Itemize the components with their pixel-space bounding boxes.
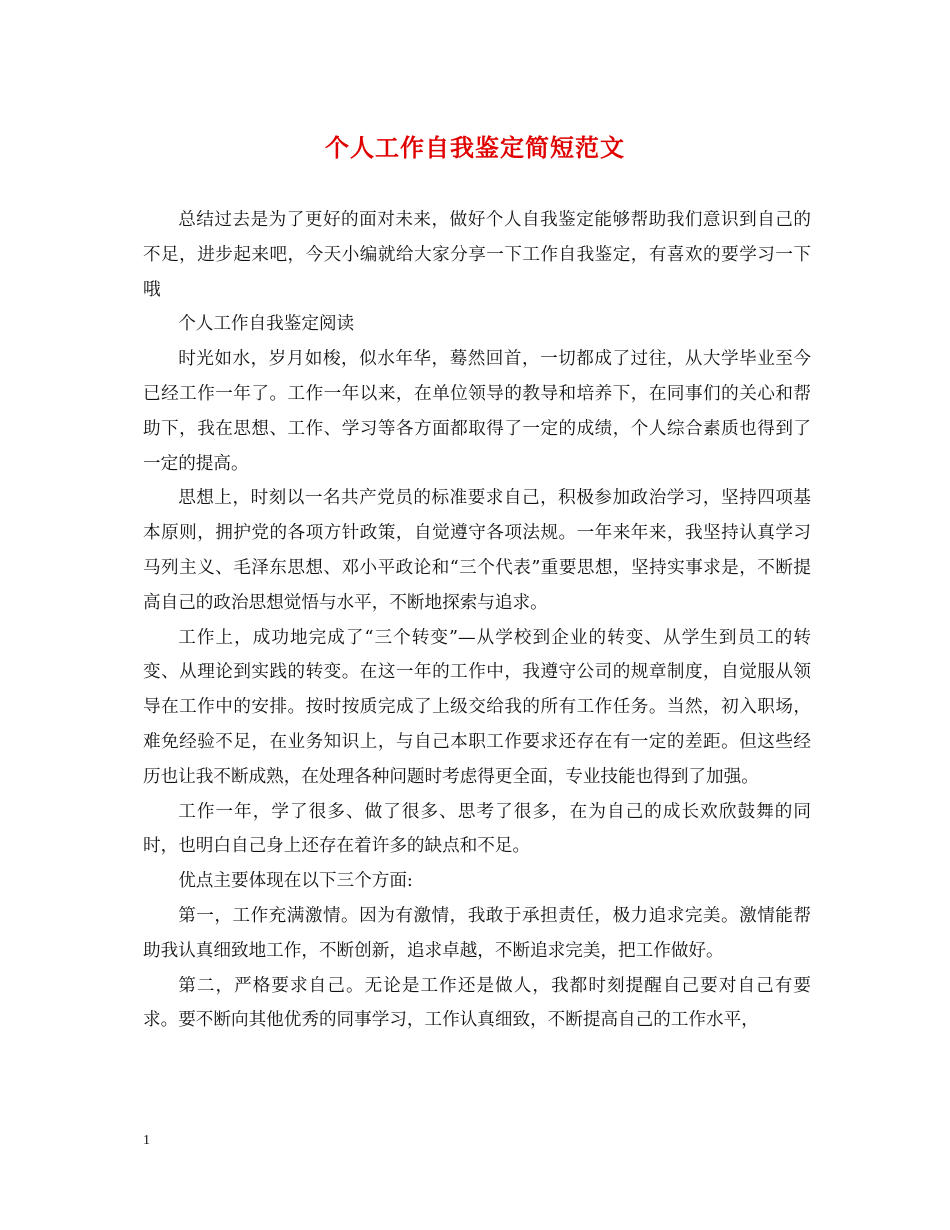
paragraph-reflection: 工作一年，学了很多、做了很多、思考了很多，在为自己的成长欢欣鼓舞的同时，也明白自己身上还存在着许多的缺点和不足。 bbox=[143, 801, 811, 857]
paragraph-second-point: 第二，严格要求自己。无论是工作还是做人，我都时刻提醒自己要对自己有要求。要不断向其他优秀的同事学习，工作认真细致，不断提高自己的工作水平， bbox=[143, 975, 811, 1031]
paragraph-work: 工作上，成功地完成了“三个转变”—从学校到企业的转变、从学生到员工的转变、从理论到实践的转变。在这一年的工作中，我遵守公司的规章制度，自觉服从领导在工作中的安排。按时按质完成了上级交给我的所有工作任务。当然，初入职场，难免经验不足，在业务知识上，与自己本职工作要求还存在有一定的差距。但这些经历也让我不断成熟，在处理各种问题时考虑得更全面，专业技能也得到了加强。 bbox=[143, 627, 811, 787]
document-body bbox=[143, 203, 811, 1038]
paragraph-first-point: 第一，工作充满激情。因为有激情，我敢于承担责任，极力追求完美。激情能帮助我认真细致地工作，不断创新，追求卓越，不断追求完美，把工作做好。 bbox=[143, 905, 811, 961]
paragraph-intro: 总结过去是为了更好的面对未来，做好个人自我鉴定能够帮助我们意识到自己的不足，进步起来吧，今天小编就给大家分享一下工作自我鉴定，有喜欢的要学习一下哦 bbox=[143, 210, 811, 300]
paragraph-strengths-heading: 优点主要体现在以下三个方面: bbox=[178, 871, 413, 892]
page-number: 1 bbox=[143, 1133, 150, 1148]
paragraph-overview: 时光如水，岁月如梭，似水年华，蓦然回首，一切都成了过往，从大学毕业至今已经工作一年了。工作一年以来，在单位领导的教导和培养下，在同事们的关心和帮助下，我在思想、工作、学习等各方面都取得了一定的成绩，个人综合素质也得到了一定的提高。 bbox=[143, 349, 811, 474]
paragraph-subheading: 个人工作自我鉴定阅读 bbox=[178, 314, 355, 335]
paragraph-thought: 思想上，时刻以一名共产党员的标准要求自己，积极参加政治学习，坚持四项基本原则，拥护党的各项方针政策，自觉遵守各项法规。一年来年来，我坚持认真学习马列主义、毛泽东思想、邓小平政论和“三个代表”重要思想，坚持实事求是，不断提高自己的政治思想觉悟与水平，不断地探索与追求。 bbox=[143, 488, 811, 613]
document-title: 个人工作自我鉴定简短范文 bbox=[325, 133, 625, 162]
